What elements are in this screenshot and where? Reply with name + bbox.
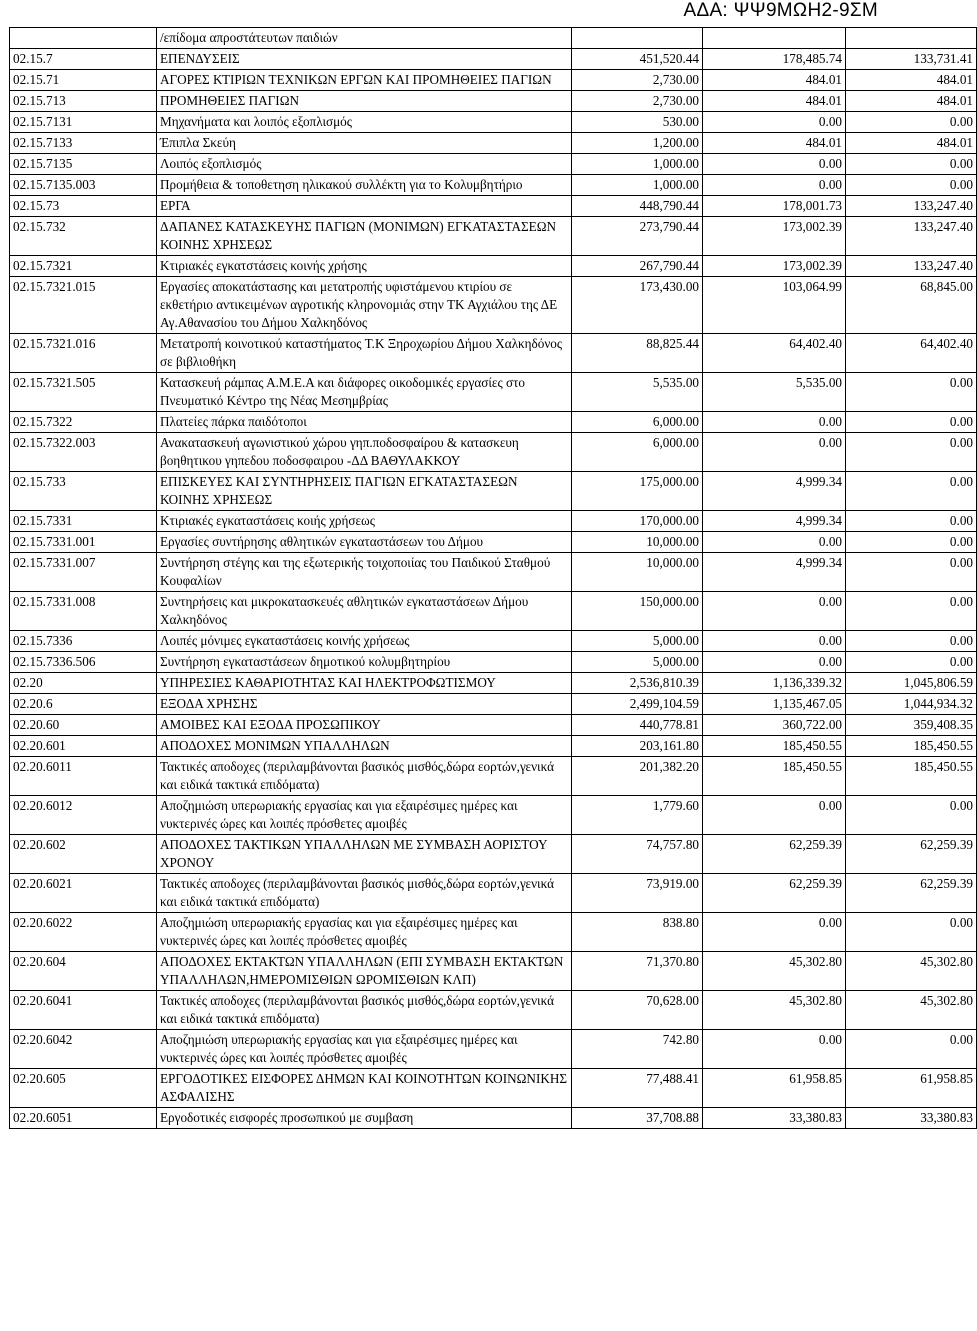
budget-amount-cell: 6,000.00 xyxy=(572,412,703,433)
description-cell: Προμήθεια & τοποθετηση ηλικακού συλλέκτη για το Κολυμβητήριο xyxy=(157,175,572,196)
description-cell: Τακτικές αποδοχες (περιλαμβάνονται βασικός μισθός,δώρα εορτών,γενικά και ειδικά τακτικά επιδόματα) xyxy=(157,991,572,1030)
table-row xyxy=(10,673,977,694)
budget-amount-cell: 440,778.81 xyxy=(572,715,703,736)
account-code-cell: 02.15.732 xyxy=(10,217,157,256)
payment-amount-cell: 0.00 xyxy=(846,373,977,412)
payment-amount-cell: 0.00 xyxy=(846,532,977,553)
payment-amount-cell: 0.00 xyxy=(846,112,977,133)
table-row xyxy=(10,952,977,991)
budget-amount-cell: 70,628.00 xyxy=(572,991,703,1030)
payment-amount-cell: 0.00 xyxy=(846,412,977,433)
description-cell: Τακτικές αποδοχες (περιλαμβάνονται βασικός μισθός,δώρα εορτών,γενικά και ειδικά τακτικά επιδόματα) xyxy=(157,874,572,913)
description-cell: Συντήρηση στέγης και της εξωτερικής τοιχοποιίας του Παιδικού Σταθμού Κουφαλίων xyxy=(157,553,572,592)
account-code-cell: 02.15.7331.008 xyxy=(10,592,157,631)
budget-amount-cell: 448,790.44 xyxy=(572,196,703,217)
table-row xyxy=(10,835,977,874)
description-cell: Λοιπός εξοπλισμός xyxy=(157,154,572,175)
payment-amount-cell: 45,302.80 xyxy=(846,991,977,1030)
budget-amount-cell: 1,000.00 xyxy=(572,175,703,196)
payment-amount-cell: 0.00 xyxy=(846,511,977,532)
commitment-amount-cell: 484.01 xyxy=(703,70,846,91)
payment-amount-cell: 33,380.83 xyxy=(846,1108,977,1129)
commitment-amount-cell: 0.00 xyxy=(703,913,846,952)
commitment-amount-cell: 178,001.73 xyxy=(703,196,846,217)
budget-amount-cell: 838.80 xyxy=(572,913,703,952)
commitment-amount-cell: 0.00 xyxy=(703,631,846,652)
description-cell: ΕΡΓΟΔΟΤΙΚΕΣ ΕΙΣΦΟΡΕΣ ΔΗΜΩΝ ΚΑΙ ΚΟΙΝΟΤΗΤΩΝ ΚΟΙΝΩΝΙΚΗΣ ΑΣΦΑΛΙΣΗΣ xyxy=(157,1069,572,1108)
account-code-cell: 02.20.6051 xyxy=(10,1108,157,1129)
account-code-cell: 02.15.7322 xyxy=(10,412,157,433)
table-row xyxy=(10,1069,977,1108)
commitment-amount-cell: 4,999.34 xyxy=(703,553,846,592)
description-cell: ΑΠΟΔΟΧΕΣ ΕΚΤΑΚΤΩΝ ΥΠΑΛΛΗΛΩΝ (ΕΠΙ ΣΥΜΒΑΣΗ ΕΚΤΑΚΤΩΝ ΥΠΑΛΛΗΛΩΝ,ΗΜΕΡΟΜΙΣΘΙΩΝ ΩΡΟΜΙΣΘΙΩΝ ΚΛΠ) xyxy=(157,952,572,991)
account-code-cell: 02.20 xyxy=(10,673,157,694)
budget-amount-cell: 530.00 xyxy=(572,112,703,133)
table-row xyxy=(10,757,977,796)
table-row xyxy=(10,472,977,511)
account-code-cell: 02.15.71 xyxy=(10,70,157,91)
budget-amount-cell: 2,536,810.39 xyxy=(572,673,703,694)
table-row xyxy=(10,412,977,433)
account-code-cell: 02.15.7131 xyxy=(10,112,157,133)
budget-amount-cell: 451,520.44 xyxy=(572,49,703,70)
payment-amount-cell: 0.00 xyxy=(846,1030,977,1069)
account-code-cell: 02.20.60 xyxy=(10,715,157,736)
budget-amount-cell: 1,779.60 xyxy=(572,796,703,835)
payment-amount-cell: 359,408.35 xyxy=(846,715,977,736)
commitment-amount-cell: 61,958.85 xyxy=(703,1069,846,1108)
description-cell: Εργοδοτικές εισφορές προσωπικού με συμβαση xyxy=(157,1108,572,1129)
account-code-cell: 02.15.7321.016 xyxy=(10,334,157,373)
table-row xyxy=(10,631,977,652)
commitment-amount-cell: 4,999.34 xyxy=(703,511,846,532)
account-code-cell xyxy=(10,28,157,49)
budget-amount-cell: 175,000.00 xyxy=(572,472,703,511)
payment-amount-cell: 61,958.85 xyxy=(846,1069,977,1108)
account-code-cell: 02.15.7331.001 xyxy=(10,532,157,553)
table-row xyxy=(10,592,977,631)
commitment-amount-cell: 0.00 xyxy=(703,154,846,175)
table-row xyxy=(10,1030,977,1069)
payment-amount-cell xyxy=(846,28,977,49)
table-row xyxy=(10,652,977,673)
table-row xyxy=(10,217,977,256)
description-cell: /επίδομα απροστάτευτων παιδιών xyxy=(157,28,572,49)
budget-amount-cell: 150,000.00 xyxy=(572,592,703,631)
payment-amount-cell: 185,450.55 xyxy=(846,757,977,796)
description-cell: Κατασκευή ράμπας Α.Μ.Ε.Α και διάφορες οικοδομικές εργασίες στο Πνευματικό Κέντρο της Νέας Μεσημβρίας xyxy=(157,373,572,412)
description-cell: ΑΓΟΡΕΣ ΚΤΙΡΙΩΝ ΤΕΧΝΙΚΩΝ ΕΡΓΩΝ ΚΑΙ ΠΡΟΜΗΘΕΙΕΣ ΠΑΓΙΩΝ xyxy=(157,70,572,91)
description-cell: Κτιριακές εγκατστάσεις κοινής χρήσης xyxy=(157,256,572,277)
budget-amount-cell: 1,000.00 xyxy=(572,154,703,175)
payment-amount-cell: 0.00 xyxy=(846,553,977,592)
budget-amount-cell: 203,161.80 xyxy=(572,736,703,757)
commitment-amount-cell: 45,302.80 xyxy=(703,952,846,991)
description-cell: Ανακατασκευή αγωνιστικού χώρου γηπ.ποδοσφαίρου & κατασκευη βοηθητικου γηπεδου ποδοσφαιρου -ΔΔ ΒΑΘΥΛΑΚΚΟΥ xyxy=(157,433,572,472)
commitment-amount-cell: 5,535.00 xyxy=(703,373,846,412)
table-row xyxy=(10,70,977,91)
table-row xyxy=(10,913,977,952)
commitment-amount-cell: 185,450.55 xyxy=(703,736,846,757)
table-row xyxy=(10,196,977,217)
account-code-cell: 02.15.7321.015 xyxy=(10,277,157,334)
table-row xyxy=(10,532,977,553)
description-cell: Αποζημιώση υπερωριακής εργασίας και για εξαιρέσιμες ημέρες και νυκτερινές ώρες και λοιπές πρόσθετες αμοιβές xyxy=(157,1030,572,1069)
commitment-amount-cell: 0.00 xyxy=(703,1030,846,1069)
description-cell: ΥΠΗΡΕΣΙΕΣ ΚΑΘΑΡΙΟΤΗΤΑΣ ΚΑΙ ΗΛΕΚΤΡΟΦΩΤΙΣΜΟΥ xyxy=(157,673,572,694)
table-row xyxy=(10,874,977,913)
commitment-amount-cell: 0.00 xyxy=(703,175,846,196)
description-cell: Συντήρηση εγκαταστάσεων δημοτικού κολυμβητηρίου xyxy=(157,652,572,673)
account-code-cell: 02.15.713 xyxy=(10,91,157,112)
description-cell: Τακτικές αποδοχες (περιλαμβάνονται βασικός μισθός,δώρα εορτών,γενικά και ειδικά τακτικά επιδόματα) xyxy=(157,757,572,796)
budget-amount-cell: 742.80 xyxy=(572,1030,703,1069)
payment-amount-cell: 0.00 xyxy=(846,472,977,511)
table-row xyxy=(10,511,977,532)
account-code-cell: 02.20.602 xyxy=(10,835,157,874)
payment-amount-cell: 0.00 xyxy=(846,175,977,196)
payment-amount-cell: 0.00 xyxy=(846,652,977,673)
account-code-cell: 02.15.7331 xyxy=(10,511,157,532)
budget-amount-cell: 5,535.00 xyxy=(572,373,703,412)
account-code-cell: 02.20.6041 xyxy=(10,991,157,1030)
description-cell: Έπιπλα Σκεύη xyxy=(157,133,572,154)
budget-amount-cell: 267,790.44 xyxy=(572,256,703,277)
commitment-amount-cell: 0.00 xyxy=(703,592,846,631)
account-code-cell: 02.15.7135 xyxy=(10,154,157,175)
commitment-amount-cell: 0.00 xyxy=(703,796,846,835)
account-code-cell: 02.15.7 xyxy=(10,49,157,70)
description-cell: Πλατείες πάρκα παιδότοποι xyxy=(157,412,572,433)
account-code-cell: 02.20.6042 xyxy=(10,1030,157,1069)
commitment-amount-cell: 185,450.55 xyxy=(703,757,846,796)
budget-amount-cell: 5,000.00 xyxy=(572,652,703,673)
table-row xyxy=(10,736,977,757)
description-cell: ΕΡΓΑ xyxy=(157,196,572,217)
table-row xyxy=(10,373,977,412)
budget-amount-cell: 88,825.44 xyxy=(572,334,703,373)
budget-amount-cell: 273,790.44 xyxy=(572,217,703,256)
payment-amount-cell: 1,044,934.32 xyxy=(846,694,977,715)
table-row xyxy=(10,91,977,112)
commitment-amount-cell: 0.00 xyxy=(703,412,846,433)
budget-amount-cell: 5,000.00 xyxy=(572,631,703,652)
account-code-cell: 02.15.73 xyxy=(10,196,157,217)
table-row xyxy=(10,433,977,472)
budget-amount-cell: 10,000.00 xyxy=(572,532,703,553)
account-code-cell: 02.15.7336 xyxy=(10,631,157,652)
budget-amount-cell: 71,370.80 xyxy=(572,952,703,991)
account-code-cell: 02.15.7321 xyxy=(10,256,157,277)
budget-amount-cell: 201,382.20 xyxy=(572,757,703,796)
description-cell: Μετατροπή κοινοτικού καταστήματος Τ.Κ Ξηροχωρίου Δήμου Χαλκηδόνος σε βιβλιοθήκη xyxy=(157,334,572,373)
description-cell: ΠΡΟΜΗΘΕΙΕΣ ΠΑΓΙΩΝ xyxy=(157,91,572,112)
description-cell: Συντηρήσεις και μικροκατασκευές αθλητικών εγκαταστάσεων Δήμου Χαλκηδόνος xyxy=(157,592,572,631)
table-row xyxy=(10,49,977,70)
table-row xyxy=(10,256,977,277)
description-cell: ΕΠΕΝΔΥΣΕΙΣ xyxy=(157,49,572,70)
description-cell: Εργασίες συντήρησης αθλητικών εγκαταστάσεων του Δήμου xyxy=(157,532,572,553)
payment-amount-cell: 133,247.40 xyxy=(846,217,977,256)
table-row xyxy=(10,175,977,196)
table-row xyxy=(10,991,977,1030)
account-code-cell: 02.15.733 xyxy=(10,472,157,511)
budget-amount-cell: 170,000.00 xyxy=(572,511,703,532)
commitment-amount-cell: 64,402.40 xyxy=(703,334,846,373)
payment-amount-cell: 0.00 xyxy=(846,796,977,835)
commitment-amount-cell: 360,722.00 xyxy=(703,715,846,736)
account-code-cell: 02.20.604 xyxy=(10,952,157,991)
budget-amount-cell: 74,757.80 xyxy=(572,835,703,874)
commitment-amount-cell: 45,302.80 xyxy=(703,991,846,1030)
budget-amount-cell: 10,000.00 xyxy=(572,553,703,592)
commitment-amount-cell: 62,259.39 xyxy=(703,874,846,913)
account-code-cell: 02.20.6022 xyxy=(10,913,157,952)
payment-amount-cell: 0.00 xyxy=(846,154,977,175)
commitment-amount-cell: 0.00 xyxy=(703,532,846,553)
commitment-amount-cell: 103,064.99 xyxy=(703,277,846,334)
budget-table xyxy=(9,27,977,1129)
budget-amount-cell: 73,919.00 xyxy=(572,874,703,913)
table-row xyxy=(10,796,977,835)
payment-amount-cell: 133,247.40 xyxy=(846,196,977,217)
description-cell: ΑΠΟΔΟΧΕΣ ΜΟΝΙΜΩΝ ΥΠΑΛΛΗΛΩΝ xyxy=(157,736,572,757)
account-code-cell: 02.15.7336.506 xyxy=(10,652,157,673)
commitment-amount-cell: 4,999.34 xyxy=(703,472,846,511)
description-cell: Κτιριακές εγκαταστάσεις κοιής χρήσεως xyxy=(157,511,572,532)
commitment-amount-cell: 484.01 xyxy=(703,133,846,154)
payment-amount-cell: 0.00 xyxy=(846,592,977,631)
account-code-cell: 02.20.601 xyxy=(10,736,157,757)
budget-amount-cell: 2,730.00 xyxy=(572,70,703,91)
account-code-cell: 02.20.6021 xyxy=(10,874,157,913)
budget-amount-cell: 1,200.00 xyxy=(572,133,703,154)
account-code-cell: 02.20.605 xyxy=(10,1069,157,1108)
ada-code: ΑΔΑ: ΨΨ9ΜΩΗ2-9ΣΜ xyxy=(683,0,878,21)
commitment-amount-cell: 484.01 xyxy=(703,91,846,112)
description-cell: ΕΠΙΣΚΕΥΕΣ ΚΑΙ ΣΥΝΤΗΡΗΣΕΙΣ ΠΑΓΙΩΝ ΕΓΚΑΤΑΣΤΑΣΕΩΝ ΚΟΙΝΗΣ ΧΡΗΣΕΩΣ xyxy=(157,472,572,511)
commitment-amount-cell: 0.00 xyxy=(703,433,846,472)
budget-amount-cell xyxy=(572,28,703,49)
budget-amount-cell: 37,708.88 xyxy=(572,1108,703,1129)
budget-table-body xyxy=(10,28,977,1129)
description-cell: ΑΠΟΔΟΧΕΣ ΤΑΚΤΙΚΩΝ ΥΠΑΛΛΗΛΩΝ ΜΕ ΣΥΜΒΑΣΗ ΑΟΡΙΣΤΟΥ ΧΡΟΝΟΥ xyxy=(157,835,572,874)
account-code-cell: 02.20.6011 xyxy=(10,757,157,796)
payment-amount-cell: 1,045,806.59 xyxy=(846,673,977,694)
description-cell: Αποζημιώση υπερωριακής εργασίας και για εξαιρέσιμες ημέρες και νυκτερινές ώρες και λοιπές πρόσθετες αμοιβές xyxy=(157,796,572,835)
payment-amount-cell: 185,450.55 xyxy=(846,736,977,757)
commitment-amount-cell: 62,259.39 xyxy=(703,835,846,874)
payment-amount-cell: 484.01 xyxy=(846,91,977,112)
commitment-amount-cell: 33,380.83 xyxy=(703,1108,846,1129)
budget-amount-cell: 173,430.00 xyxy=(572,277,703,334)
account-code-cell: 02.15.7135.003 xyxy=(10,175,157,196)
account-code-cell: 02.20.6 xyxy=(10,694,157,715)
budget-amount-cell: 2,730.00 xyxy=(572,91,703,112)
budget-amount-cell: 6,000.00 xyxy=(572,433,703,472)
commitment-amount-cell: 178,485.74 xyxy=(703,49,846,70)
commitment-amount-cell: 1,135,467.05 xyxy=(703,694,846,715)
table-row xyxy=(10,28,977,49)
description-cell: Λοιπές μόνιμες εγκαταστάσεις κοινής χρήσεως xyxy=(157,631,572,652)
description-cell: Μηχανήματα και λοιπός εξοπλισμός xyxy=(157,112,572,133)
payment-amount-cell: 62,259.39 xyxy=(846,874,977,913)
payment-amount-cell: 45,302.80 xyxy=(846,952,977,991)
payment-amount-cell: 62,259.39 xyxy=(846,835,977,874)
description-cell: ΕΞΟΔΑ ΧΡΗΣΗΣ xyxy=(157,694,572,715)
commitment-amount-cell xyxy=(703,28,846,49)
commitment-amount-cell: 173,002.39 xyxy=(703,256,846,277)
payment-amount-cell: 68,845.00 xyxy=(846,277,977,334)
payment-amount-cell: 0.00 xyxy=(846,433,977,472)
commitment-amount-cell: 0.00 xyxy=(703,112,846,133)
commitment-amount-cell: 0.00 xyxy=(703,652,846,673)
account-code-cell: 02.15.7331.007 xyxy=(10,553,157,592)
payment-amount-cell: 64,402.40 xyxy=(846,334,977,373)
budget-amount-cell: 77,488.41 xyxy=(572,1069,703,1108)
account-code-cell: 02.15.7133 xyxy=(10,133,157,154)
table-row xyxy=(10,133,977,154)
description-cell: ΑΜΟΙΒΕΣ ΚΑΙ ΕΞΟΔΑ ΠΡΟΣΩΠΙΚΟΥ xyxy=(157,715,572,736)
account-code-cell: 02.15.7321.505 xyxy=(10,373,157,412)
payment-amount-cell: 133,247.40 xyxy=(846,256,977,277)
description-cell: Εργασίες αποκατάστασης και μετατροπής υφιστάμενου κτιρίου σε εκθετήριο αντικειμένων αγροτικής κληρονομιάς στην ΤΚ Αγχιάλου της ΔΕ Αγ.Αθανασίου του Δήμου Χαλκηδόνος xyxy=(157,277,572,334)
table-row xyxy=(10,277,977,334)
table-row xyxy=(10,553,977,592)
description-cell: ΔΑΠΑΝΕΣ ΚΑΤΑΣΚΕΥΗΣ ΠΑΓΙΩΝ (ΜΟΝΙΜΩΝ) ΕΓΚΑΤΑΣΤΑΣΕΩΝ ΚΟΙΝΗΣ ΧΡΗΣΕΩΣ xyxy=(157,217,572,256)
commitment-amount-cell: 1,136,339.32 xyxy=(703,673,846,694)
table-row xyxy=(10,694,977,715)
payment-amount-cell: 484.01 xyxy=(846,70,977,91)
table-row xyxy=(10,1108,977,1129)
account-code-cell: 02.15.7322.003 xyxy=(10,433,157,472)
table-row xyxy=(10,112,977,133)
table-row xyxy=(10,154,977,175)
table-row xyxy=(10,715,977,736)
table-row xyxy=(10,334,977,373)
commitment-amount-cell: 173,002.39 xyxy=(703,217,846,256)
payment-amount-cell: 484.01 xyxy=(846,133,977,154)
payment-amount-cell: 133,731.41 xyxy=(846,49,977,70)
budget-amount-cell: 2,499,104.59 xyxy=(572,694,703,715)
payment-amount-cell: 0.00 xyxy=(846,913,977,952)
description-cell: Αποζημιώση υπερωριακής εργασίας και για εξαιρέσιμες ημέρες και νυκτερινές ώρες και λοιπές πρόσθετες αμοιβές xyxy=(157,913,572,952)
account-code-cell: 02.20.6012 xyxy=(10,796,157,835)
payment-amount-cell: 0.00 xyxy=(846,631,977,652)
